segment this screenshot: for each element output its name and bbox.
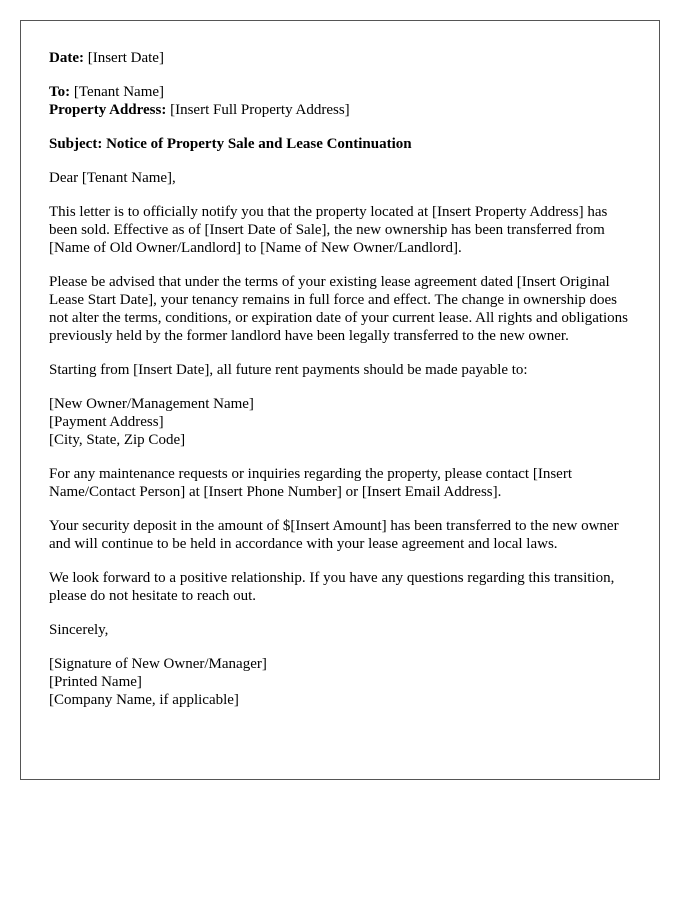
payee-address: [Payment Address]	[49, 414, 164, 430]
recipient-block	[49, 83, 631, 119]
closing: Sincerely,	[49, 622, 109, 638]
salutation: Dear [Tenant Name],	[49, 170, 176, 186]
paragraph-closing-remarks: We look forward to a positive relationship. If you have any questions regarding this transition, please do not hesitate to reach out.	[49, 570, 615, 604]
signature-line: [Signature of New Owner/Manager]	[49, 656, 267, 672]
paragraph-lease-continuation: Please be advised that under the terms of your existing lease agreement dated [Insert Original Lease Start Date], your tenancy remains in full force and effect. The change in ownership does not alter the terms, conditions, or expiration date of your current lease. All rights and obligations previously held by the former landlord have been legally transferred to the new owner.	[49, 274, 629, 344]
to-value: [Tenant Name]	[70, 84, 165, 100]
payee-city: [City, State, Zip Code]	[49, 432, 186, 448]
paragraph-security-deposit: Your security deposit in the amount of $[Insert Amount] has been transferred to the new owner and will continue to be held in accordance with your lease agreement and local laws.	[49, 518, 619, 552]
letter-page	[20, 20, 660, 780]
address-value: [Insert Full Property Address]	[166, 102, 350, 118]
address-label: Property Address:	[49, 102, 167, 118]
date-line	[49, 49, 631, 67]
date-value: [Insert Date]	[83, 50, 164, 66]
payee-name: [New Owner/Management Name]	[49, 396, 254, 412]
signature-block	[49, 655, 631, 709]
to-label: To:	[49, 84, 71, 100]
company-name: [Company Name, if applicable]	[49, 692, 239, 708]
date-label: Date:	[49, 50, 84, 66]
paragraph-maintenance: For any maintenance requests or inquiries regarding the property, please contact [Insert Name/Contact Person] at [Insert Phone Number] or [Insert Email Address].	[49, 466, 573, 500]
payee-block	[49, 395, 631, 449]
printed-name: [Printed Name]	[49, 674, 142, 690]
to-line	[49, 83, 631, 101]
address-line	[49, 101, 631, 119]
subject-line: Subject: Notice of Property Sale and Lease Continuation	[49, 136, 412, 152]
paragraph-rent-payments: Starting from [Insert Date], all future rent payments should be made payable to:	[49, 362, 528, 378]
paragraph-sale-notice: This letter is to officially notify you that the property located at [Insert Property Address] has been sold. Effective as of [Insert Date of Sale], the new ownership has been transferred from [Name of Old Owner/Landlord] to [Name of New Owner/Landlord].	[49, 204, 608, 256]
